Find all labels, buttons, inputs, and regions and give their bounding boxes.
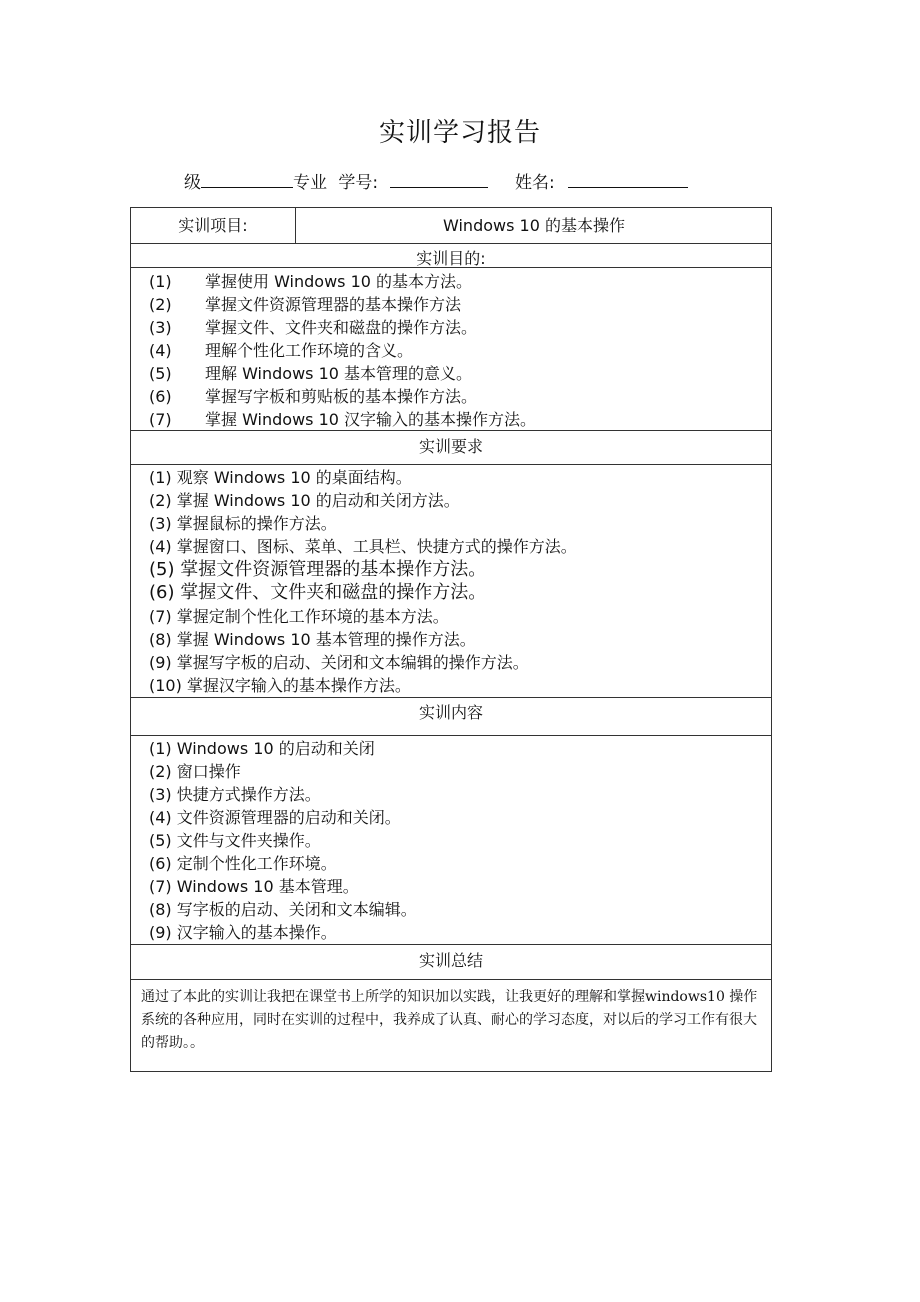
purpose-item: (6) 掌握写字板和剪贴板的基本操作方法。 xyxy=(149,387,478,406)
divider-requirements-end xyxy=(131,697,771,698)
content-item: (1) Windows 10 的启动和关闭 xyxy=(149,739,375,758)
page-title: 实训学习报告 xyxy=(378,118,541,148)
content-item: (4) 文件资源管理器的启动和关闭。 xyxy=(149,808,401,827)
content-heading: 实训内容 xyxy=(418,703,483,722)
project-label: 实训项目: xyxy=(178,216,248,235)
major-label: 专业 xyxy=(293,173,327,193)
student-id-blank xyxy=(390,169,488,188)
requirement-item: (2) 掌握 Windows 10 的启动和关闭方法。 xyxy=(149,491,460,510)
class-label: 级 xyxy=(184,173,201,193)
purpose-item: (1) 掌握使用 Windows 10 的基本方法。 xyxy=(149,272,473,291)
content-item: (5) 文件与文件夹操作。 xyxy=(149,831,321,850)
divider-content-heading xyxy=(131,735,771,736)
requirement-item: (3) 掌握鼠标的操作方法。 xyxy=(149,514,337,533)
requirement-item: (8) 掌握 Windows 10 基本管理的操作方法。 xyxy=(149,630,476,649)
content-item: (3) 快捷方式操作方法。 xyxy=(149,785,321,804)
requirement-item: (4) 掌握窗口、图标、菜单、工具栏、快捷方式的操作方法。 xyxy=(149,537,577,556)
divider-requirements-heading xyxy=(131,464,771,465)
requirements-heading: 实训要求 xyxy=(418,437,483,456)
divider-content-end xyxy=(131,944,771,945)
purpose-heading: 实训目的: xyxy=(416,249,486,268)
content-item: (8) 写字板的启动、关闭和文本编辑。 xyxy=(149,900,417,919)
name-label: 姓名: xyxy=(514,173,555,193)
purpose-item: (3) 掌握文件、文件夹和磁盘的操作方法。 xyxy=(149,318,478,337)
purpose-item: (4) 理解个性化工作环境的含义。 xyxy=(149,341,414,360)
project-value: Windows 10 的基本操作 xyxy=(443,216,625,235)
report-table xyxy=(130,207,772,1072)
requirement-item: (10) 掌握汉字输入的基本操作方法。 xyxy=(149,676,411,695)
summary-text: 通过了本此的实训让我把在课堂书上所学的知识加以实践，让我更好的理解和掌握windows10 操作系统的各种应用，同时在实训的过程中，我养成了认真、耐心的学习态度，对以后的学习工作有很大的帮助。。 xyxy=(141,989,758,1051)
purpose-item: (7) 掌握 Windows 10 汉字输入的基本操作方法。 xyxy=(149,410,537,429)
student-info-line xyxy=(184,168,688,193)
class-blank xyxy=(201,169,293,188)
divider-summary-heading xyxy=(131,979,771,980)
summary-heading: 实训总结 xyxy=(418,951,483,970)
content-item: (6) 定制个性化工作环境。 xyxy=(149,854,337,873)
name-blank xyxy=(568,169,688,188)
content-item: (7) Windows 10 基本管理。 xyxy=(149,877,359,896)
requirement-item: (1) 观察 Windows 10 的桌面结构。 xyxy=(149,468,412,487)
content-item: (2) 窗口操作 xyxy=(149,762,241,781)
requirement-item: (6) 掌握文件、文件夹和磁盘的操作方法。 xyxy=(149,582,487,603)
requirement-item: (9) 掌握写字板的启动、关闭和文本编辑的操作方法。 xyxy=(149,653,529,672)
student-id-label: 学号: xyxy=(338,173,379,193)
requirement-item: (7) 掌握定制个性化工作环境的基本方法。 xyxy=(149,607,449,626)
divider-project xyxy=(131,243,771,244)
purpose-item: (5) 理解 Windows 10 基本管理的意义。 xyxy=(149,364,473,383)
content-item: (9) 汉字输入的基本操作。 xyxy=(149,923,337,942)
purpose-item: (2) 掌握文件资源管理器的基本操作方法 xyxy=(149,295,462,314)
requirement-item: (5) 掌握文件资源管理器的基本操作方法。 xyxy=(149,559,487,580)
